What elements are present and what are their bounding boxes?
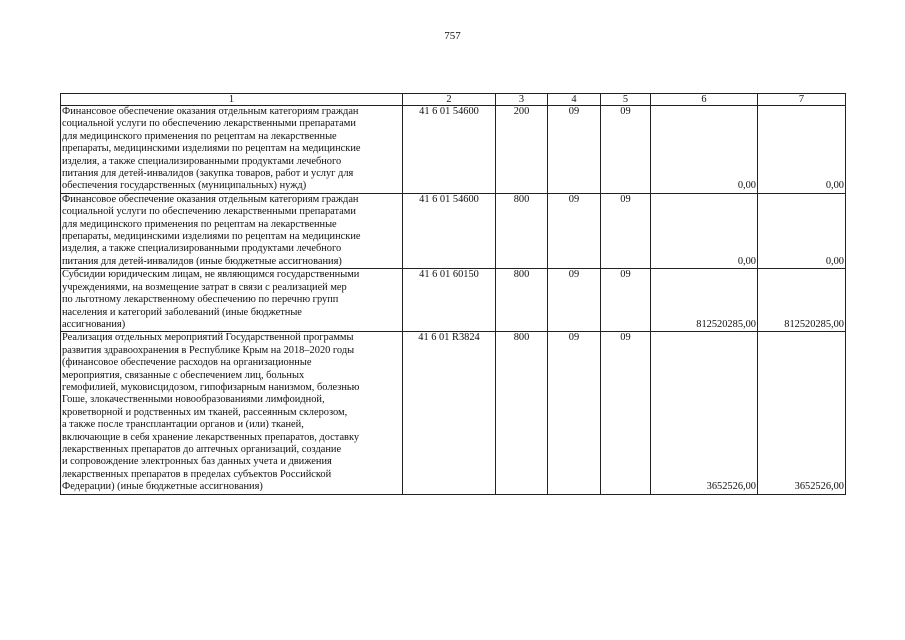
column-header-7: 7 <box>758 94 846 106</box>
column-header-4: 4 <box>548 94 601 106</box>
description-line: Гоше, злокачественными новообразованиями лимфоидной, <box>62 394 325 406</box>
expense-description <box>61 106 403 194</box>
amount-column-7: 0,00 <box>758 106 846 194</box>
column-number-row <box>61 94 846 106</box>
section-code: 09 <box>548 332 601 494</box>
table-row <box>61 332 846 494</box>
description-line: для медицинского применения по рецептам на лекарственные <box>62 130 337 142</box>
expense-type-code: 800 <box>496 269 548 332</box>
expense-type-code: 200 <box>496 106 548 194</box>
column-header-2: 2 <box>403 94 496 106</box>
section-code: 09 <box>548 106 601 194</box>
column-header-3: 3 <box>496 94 548 106</box>
target-article-code: 41 6 01 54600 <box>403 106 496 194</box>
subsection-code: 09 <box>601 269 651 332</box>
description-line: Субсидии юридическим лицам, не являющимся государственными <box>62 269 360 281</box>
description-line: а также после трансплантации органов и (или) тканей, <box>62 419 304 431</box>
description-line: Реализация отдельных мероприятий Государственной программы <box>62 332 354 344</box>
subsection-code: 09 <box>601 193 651 268</box>
description-line: ассигнования) <box>62 318 126 330</box>
description-line: обеспечения государственных (муниципальных) нужд) <box>62 180 307 192</box>
expense-description <box>61 332 403 494</box>
expense-description <box>61 193 403 268</box>
amount-column-6: 0,00 <box>651 106 758 194</box>
column-header-1: 1 <box>61 94 403 106</box>
description-line: препараты, медицинскими изделиями по рецептам на медицинские <box>62 143 361 155</box>
description-line: гемофилией, муковисцидозом, гипофизарным нанизмом, болезнью <box>62 381 360 393</box>
description-line: лекарственных препаратов в пределах субъектов Российской <box>62 468 332 480</box>
table-row <box>61 106 846 194</box>
column-header-5: 5 <box>601 94 651 106</box>
budget-table <box>60 93 846 495</box>
description-line: лекарственных препаратов до аптечных организаций, создание <box>62 443 342 455</box>
description-line: и сопровождение электронных баз данных учета и движения <box>62 456 332 468</box>
description-line: Федерации) (иные бюджетные ассигнования) <box>62 481 263 493</box>
amount-column-7: 812520285,00 <box>758 269 846 332</box>
description-line: населения и категорий заболеваний (иные бюджетные <box>62 306 302 318</box>
description-line: по льготному лекарственному обеспечению по перечню групп <box>62 294 339 306</box>
target-article-code: 41 6 01 54600 <box>403 193 496 268</box>
amount-column-6: 0,00 <box>651 193 758 268</box>
description-line: социальной услуги по обеспечению лекарственными препаратами <box>62 206 356 218</box>
amount-column-7: 3652526,00 <box>758 332 846 494</box>
description-line: развития здравоохранения в Республике Крым на 2018–2020 годы <box>62 344 355 356</box>
description-line: Финансовое обеспечение оказания отдельным категориям граждан <box>62 193 359 205</box>
expense-type-code: 800 <box>496 193 548 268</box>
subsection-code: 09 <box>601 106 651 194</box>
column-header-6: 6 <box>651 94 758 106</box>
section-code: 09 <box>548 269 601 332</box>
description-line: социальной услуги по обеспечению лекарственными препаратами <box>62 118 356 130</box>
description-line: для медицинского применения по рецептам на лекарственные <box>62 218 337 230</box>
description-line: препараты, медицинскими изделиями по рецептам на медицинские <box>62 231 361 243</box>
description-line: мероприятия, связанные с обеспечением лиц, больных <box>62 369 305 381</box>
description-line: питания для детей-инвалидов (иные бюджетные ассигнования) <box>62 255 342 267</box>
subsection-code: 09 <box>601 332 651 494</box>
description-line: питания для детей-инвалидов (закупка товаров, работ и услуг для <box>62 168 354 180</box>
table-row <box>61 269 846 332</box>
description-line: изделия, а также специализированными продуктами лечебного <box>62 155 342 167</box>
expense-description <box>61 269 403 332</box>
description-line: изделия, а также специализированными продуктами лечебного <box>62 243 342 255</box>
description-line: кроветворной и родственных им тканей, рассеянным склерозом, <box>62 406 348 418</box>
amount-column-6: 812520285,00 <box>651 269 758 332</box>
page-number: 757 <box>444 30 461 42</box>
description-line: включающие в себя хранение лекарственных препаратов, доставку <box>62 431 360 443</box>
description-line: учреждениями, на возмещение затрат в связи с реализацией мер <box>62 281 347 293</box>
target-article-code: 41 6 01 R3824 <box>403 332 496 494</box>
amount-column-7: 0,00 <box>758 193 846 268</box>
expense-type-code: 800 <box>496 332 548 494</box>
amount-column-6: 3652526,00 <box>651 332 758 494</box>
section-code: 09 <box>548 193 601 268</box>
description-line: Финансовое обеспечение оказания отдельным категориям граждан <box>62 106 359 117</box>
table-row <box>61 193 846 268</box>
description-line: (финансовое обеспечение расходов на организационные <box>62 357 312 369</box>
target-article-code: 41 6 01 60150 <box>403 269 496 332</box>
